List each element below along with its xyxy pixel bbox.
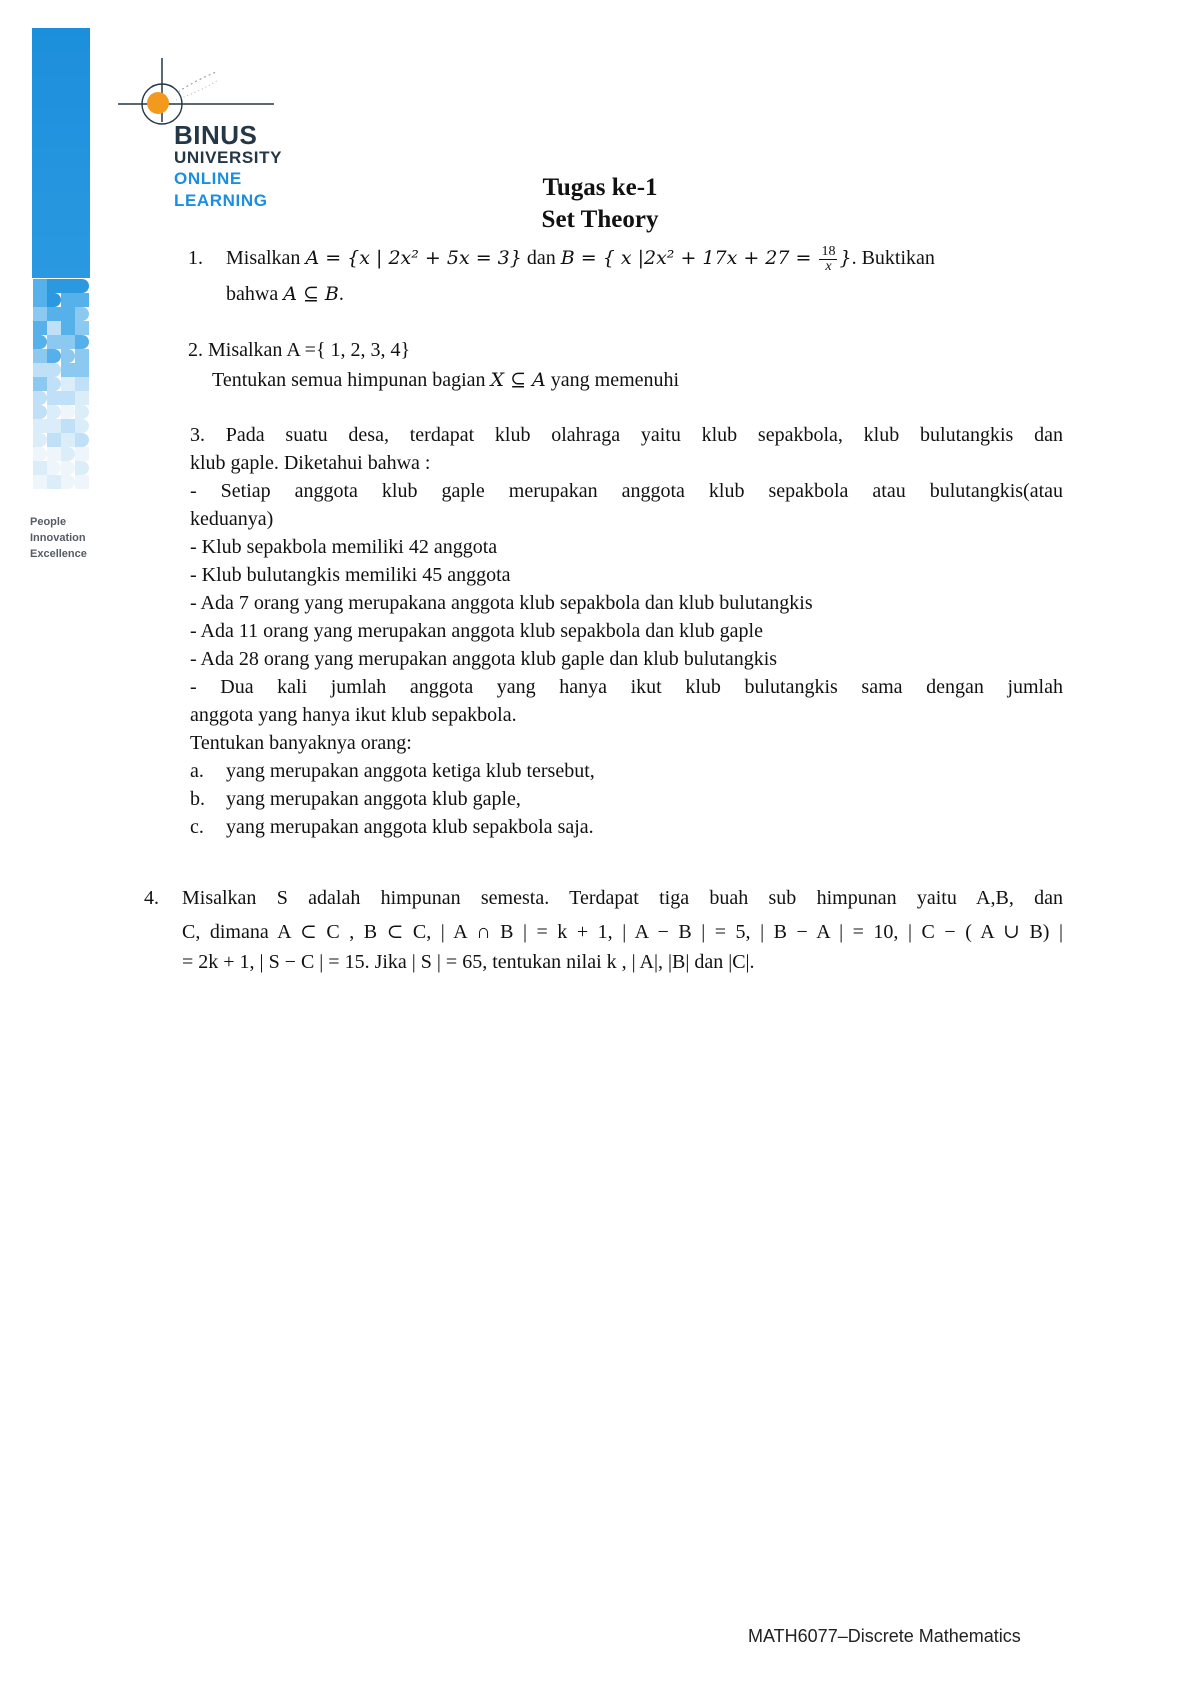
q1-line-1	[226, 244, 935, 274]
mosaic-tile	[47, 377, 61, 391]
q3-line: keduanya)	[190, 508, 274, 530]
tagline-line: Innovation	[30, 532, 86, 544]
q1-subset: A ⊆ B	[283, 283, 339, 305]
mosaic-tile	[75, 419, 89, 433]
fraction-denominator: x	[825, 258, 832, 274]
q3-item-text: yang merupakan anggota klub gaple,	[226, 788, 521, 810]
mosaic-tile	[61, 447, 75, 461]
document-title	[0, 172, 1200, 236]
q3-line: - Dua kali jumlah anggota yang hanya ikut klub bulutangkis sama dengan jumlah	[190, 676, 1063, 698]
q4-line: Misalkan S adalah himpunan semesta. Terdapat tiga buah sub himpunan yaitu A,B, dan	[182, 887, 1063, 909]
q1-text: dan	[521, 247, 561, 269]
mosaic-tile	[75, 293, 89, 307]
mosaic-tile	[47, 335, 61, 349]
mosaic-tile	[61, 335, 75, 349]
mosaic-tile	[75, 321, 89, 335]
q3-line: anggota yang hanya ikut klub sepakbola.	[190, 704, 517, 726]
mosaic-tile	[33, 293, 47, 307]
mosaic-tile	[33, 447, 47, 461]
tagline-line: People	[30, 516, 67, 528]
mosaic-tile	[47, 321, 61, 335]
q4-line: = 2k + 1, | S − C | = 15. Jika | S | = 65, tentukan nilai k , | A|, |B| dan |C|.	[182, 951, 755, 973]
mosaic-tile	[47, 447, 61, 461]
mosaic-tile	[75, 447, 89, 461]
mosaic-tile	[47, 419, 61, 433]
q1-fraction	[819, 245, 837, 274]
q1-text: . Buktikan	[851, 247, 935, 269]
q3-line: Tentukan banyaknya orang:	[190, 732, 412, 754]
mosaic-tile	[33, 419, 47, 433]
mosaic-tile	[47, 433, 61, 447]
mosaic-tile	[33, 307, 47, 321]
q1-text: Misalkan	[226, 247, 306, 269]
q1-line-2	[226, 280, 344, 308]
mosaic-tile	[61, 293, 75, 307]
mosaic-tile	[75, 279, 89, 293]
q3-item-label: b.	[190, 788, 205, 810]
mosaic-tile	[75, 377, 89, 391]
mosaic-tile	[75, 461, 89, 475]
mosaic-tile	[61, 279, 75, 293]
q4-line: C, dimana A ⊂ C , B ⊂ C, | A ∩ B | = k + 1, | A − B | = 5, | B − A | = 10, | C − ( A ∪ B) |	[182, 921, 1063, 943]
mosaic-tile	[61, 391, 75, 405]
q1-text: .	[338, 283, 344, 305]
q2-subset: X ⊆ A	[490, 369, 546, 391]
logo-binus: BINUS	[174, 120, 258, 150]
mosaic-tile	[47, 475, 61, 489]
mosaic-tile	[47, 391, 61, 405]
mosaic-tile	[33, 405, 47, 419]
mosaic-tile	[47, 363, 61, 377]
q3-item-label: a.	[190, 760, 204, 782]
q2-line-2	[212, 366, 679, 394]
mosaic-tile	[33, 433, 47, 447]
q3-line: - Ada 7 orang yang merupakana anggota klub sepakbola dan klub bulutangkis	[190, 592, 813, 614]
mosaic-tile	[61, 461, 75, 475]
mosaic-tile	[33, 321, 47, 335]
mosaic-tile	[75, 391, 89, 405]
mosaic-tile	[61, 433, 75, 447]
q4-number: 4.	[144, 887, 159, 909]
logo-learning: LEARNING	[174, 191, 268, 210]
q1-set-b-close: }	[839, 247, 852, 269]
title-line-2: Set Theory	[541, 206, 659, 233]
q1-set-b: B = { x |2x² + 17x + 27 =	[560, 247, 818, 269]
mosaic-tile	[33, 363, 47, 377]
binus-logo-mark-icon	[118, 58, 298, 128]
q2-text: yang memenuhi	[545, 369, 680, 391]
mosaic-tile	[33, 475, 47, 489]
mosaic-tile	[75, 475, 89, 489]
q3-line: 3. Pada suatu desa, terdapat klub olahraga yaitu klub sepakbola, klub bulutangkis dan	[190, 424, 1063, 446]
mosaic-tile	[33, 377, 47, 391]
mosaic-tile	[47, 405, 61, 419]
logo-online: ONLINE	[174, 169, 242, 188]
mosaic-tile	[47, 307, 61, 321]
mosaic-tile	[75, 363, 89, 377]
mosaic-tile	[33, 349, 47, 363]
mosaic-tile	[33, 461, 47, 475]
mosaic-tile	[61, 307, 75, 321]
mosaic-tile	[33, 279, 47, 293]
q3-line: - Ada 28 orang yang merupakan anggota klub gaple dan klub bulutangkis	[190, 648, 778, 670]
mosaic-tile	[47, 293, 61, 307]
q3-line: - Klub bulutangkis memiliki 45 anggota	[190, 564, 511, 586]
brand-strip-mosaic	[32, 278, 90, 498]
mosaic-tile	[47, 279, 61, 293]
q3-item-text: yang merupakan anggota ketiga klub tersebut,	[226, 760, 595, 782]
mosaic-tile	[75, 349, 89, 363]
q3-line: - Klub sepakbola memiliki 42 anggota	[190, 536, 498, 558]
title-line-1: Tugas ke-1	[542, 174, 658, 201]
q2-text: Tentukan semua himpunan bagian	[212, 369, 491, 391]
mosaic-tile	[75, 335, 89, 349]
mosaic-tile	[75, 307, 89, 321]
q1-number: 1.	[188, 247, 203, 269]
mosaic-tile	[33, 335, 47, 349]
brand-strip-solid	[32, 28, 90, 278]
brand-tagline	[30, 514, 87, 562]
mosaic-tile	[75, 405, 89, 419]
brand-strip	[32, 28, 90, 498]
q3-line: - Ada 11 orang yang merupakan anggota klub sepakbola dan klub gaple	[190, 620, 763, 642]
mosaic-tile	[61, 419, 75, 433]
mosaic-tile	[61, 321, 75, 335]
mosaic-tile	[47, 461, 61, 475]
mosaic-tile	[61, 377, 75, 391]
mosaic-tile	[33, 391, 47, 405]
q3-line: - Setiap anggota klub gaple merupakan anggota klub sepakbola atau bulutangkis(atau	[190, 480, 1063, 502]
mosaic-tile	[75, 433, 89, 447]
fraction-numerator: 18	[821, 243, 836, 259]
q3-item-text: yang merupakan anggota klub sepakbola saja.	[226, 816, 594, 838]
tagline-line: Excellence	[30, 548, 87, 560]
mosaic-tile	[61, 405, 75, 419]
q3-item-label: c.	[190, 816, 204, 838]
mosaic-tile	[47, 349, 61, 363]
mosaic-tile	[61, 349, 75, 363]
q1-set-a: A = {x | 2x² + 5x = 3}	[305, 247, 522, 269]
q3-line: klub gaple. Diketahui bahwa :	[190, 452, 431, 474]
logo-university: UNIVERSITY	[174, 148, 283, 167]
mosaic-tile	[61, 475, 75, 489]
q1-text: bahwa	[226, 283, 284, 305]
page-footer: MATH6077–Discrete Mathematics	[748, 1626, 1021, 1646]
mosaic-tile	[61, 363, 75, 377]
q2-line-1: 2. Misalkan A ={ 1, 2, 3, 4}	[188, 339, 411, 361]
